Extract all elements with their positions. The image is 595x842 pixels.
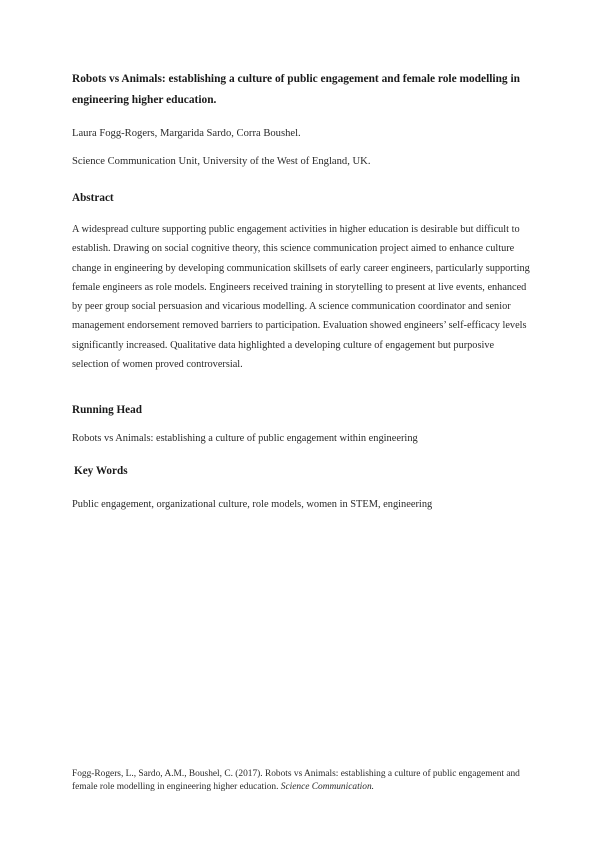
running-head-heading: Running Head bbox=[72, 404, 142, 416]
citation-text: Fogg-Rogers, L., Sardo, A.M., Boushel, C. (2017). Robots vs Animals: establishing a culture of public engagement and female role modelling in engineering higher education. bbox=[72, 769, 520, 792]
author-affiliation: Science Communication Unit, University of the West of England, UK. bbox=[72, 156, 371, 167]
paper-title: Robots vs Animals: establishing a culture of public engagement and female role modelling in engineering higher education. bbox=[72, 73, 520, 106]
key-words-heading: Key Words bbox=[74, 465, 128, 477]
key-words-text: Public engagement, organizational culture, role models, women in STEM, engineering bbox=[72, 499, 433, 510]
abstract-heading: Abstract bbox=[72, 192, 114, 204]
abstract-text: A widespread culture supporting public engagement activities in higher education is desirable but difficult to establish. Drawing on social cognitive theory, this science communication project aimed to enhance culture change in engineering by developing communication skillsets of early career engineers, particularly supporting female engineers as role models. Engineers received training in storytelling to present at live events, enhanced by peer group social persuasion and vicarious modelling. A science communication coordinator and senior management endorsement removed barriers to participation. Evaluation showed engineers’ self-efficacy levels significantly increased. Qualitative data highlighted a developing culture of engagement but purposive selection of women proved controversial. bbox=[72, 224, 530, 371]
running-head-text: Robots vs Animals: establishing a culture of public engagement within engineering bbox=[72, 433, 418, 444]
citation-footer bbox=[72, 768, 532, 794]
author-list: Laura Fogg-Rogers, Margarida Sardo, Corra Boushel. bbox=[72, 128, 301, 139]
citation-journal: Science Communication. bbox=[280, 782, 375, 792]
